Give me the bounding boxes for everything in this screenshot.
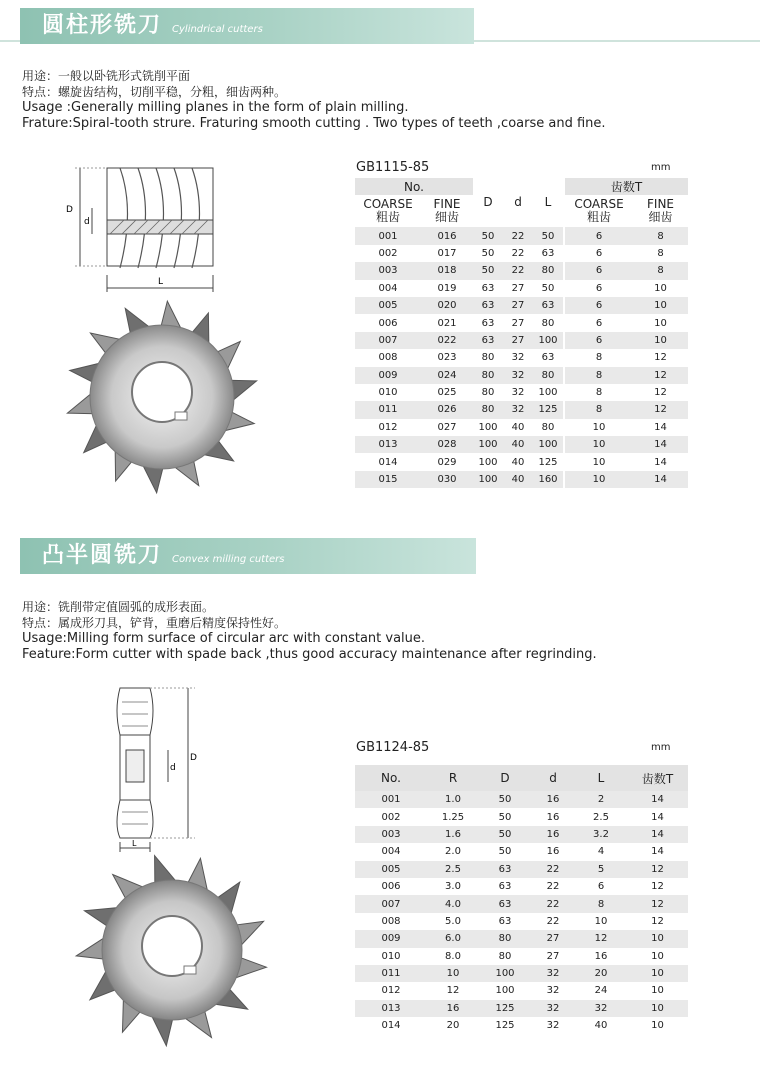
table-cell: 029 [421,453,473,470]
table-cell: 030 [421,471,473,488]
header-R: R [427,765,479,791]
header-teeth-fine: FINE 细齿 [647,197,674,225]
table-cell: 16 [575,948,627,965]
table-cell: 10 [627,948,688,965]
table-cell: 12 [627,861,688,878]
table-cell: 63 [473,280,503,297]
table-cell: 63 [533,349,563,366]
table-cell: 2 [575,791,627,808]
header-teeth: 齿数T [627,765,688,791]
header-no: No. [355,765,427,791]
section-title-zh: 圆柱形铣刀 [42,13,163,38]
table-row [355,843,688,860]
table-cell: 27 [503,280,533,297]
table-cell: 63 [473,314,503,331]
table-row [355,948,688,965]
table-cell: 12 [575,930,627,947]
table-cell: 100 [473,436,503,453]
table-cell: 003 [355,826,427,843]
table-cell: 80 [473,349,503,366]
table-cell: 12 [633,349,688,366]
table-cell: 40 [575,1017,627,1034]
table-cell: 2.5 [427,861,479,878]
table-row [355,227,688,244]
table-cell: 100 [533,436,563,453]
table-cell: 22 [503,245,533,262]
desc-line-en: Usage :Generally milling planes in the form of plain milling. [22,100,409,115]
table-cell: 015 [355,471,421,488]
table-cell: 16 [531,808,575,825]
table-cell: 80 [473,384,503,401]
table-row [355,245,688,262]
dim-label-d: d [84,217,90,227]
table-cell: 32 [503,349,533,366]
table-row [355,280,688,297]
table-cell: 50 [473,227,503,244]
table-cell: 27 [503,314,533,331]
table-cell: 22 [531,895,575,912]
table-cell: 22 [531,913,575,930]
table-cell: 22 [531,861,575,878]
table-row [355,367,688,384]
table-cell: 12 [633,367,688,384]
table-cell: 14 [627,808,688,825]
table-cell: 14 [627,826,688,843]
table-cell: 3.2 [575,826,627,843]
header-no: No. [355,178,473,195]
table-cell: 50 [473,245,503,262]
table-cell: 8 [633,227,688,244]
table-cell: 80 [533,262,563,279]
table-cell: 014 [355,453,421,470]
table-cell: 009 [355,367,421,384]
table-cell: 8 [633,262,688,279]
table-cell: 001 [355,227,421,244]
convex-cutter-photo [70,848,275,1053]
table-cell: 27 [531,930,575,947]
header-L: L [575,765,627,791]
table-cell: 10 [633,280,688,297]
table-cell: 63 [479,895,531,912]
table-cell: 100 [473,419,503,436]
table-cell: 63 [473,297,503,314]
table-row [355,1017,688,1034]
table-row [355,332,688,349]
table-cell: 10 [565,419,633,436]
table-row [355,791,688,808]
table-cell: 10 [627,1000,688,1017]
table-row [355,895,688,912]
table-cell: 026 [421,401,473,418]
table-cell: 028 [421,436,473,453]
table-cell: 125 [533,401,563,418]
table-cell: 008 [355,349,421,366]
table-cell: 80 [533,314,563,331]
table-cell: 100 [533,332,563,349]
table-cell: 10 [565,471,633,488]
table-row [355,913,688,930]
table-row [355,471,688,488]
table-cell: 80 [479,948,531,965]
table-row [355,965,688,982]
table-row [355,453,688,470]
table-cell: 22 [503,227,533,244]
table-cell: 8 [565,401,633,418]
table-cell: 12 [627,913,688,930]
header-d: d [531,765,575,791]
table-cell: 027 [421,419,473,436]
table-cell: 6 [565,227,633,244]
convex-cutter-drawing [100,680,220,855]
header-D: D [479,765,531,791]
table-cell: 008 [355,913,427,930]
table-cell: 100 [479,982,531,999]
table-cell: 100 [533,384,563,401]
table-cell: 002 [355,245,421,262]
table-cell: 020 [421,297,473,314]
dim-label-D: D [66,205,73,215]
table-row [355,826,688,843]
table-cell: 003 [355,262,421,279]
table-cell: 24 [575,982,627,999]
dim-label-d: d [170,763,176,773]
table-cell: 005 [355,861,427,878]
table-cell: 004 [355,280,421,297]
table-row [355,436,688,453]
table-cell: 50 [533,227,563,244]
table-cell: 6 [565,245,633,262]
dim-label-L: L [158,277,164,287]
table-cell: 006 [355,314,421,331]
table-cell: 10 [627,930,688,947]
unit-label: mm [651,742,671,753]
table-cell: 002 [355,808,427,825]
table-row [355,384,688,401]
table-cell: 10 [627,1017,688,1034]
table-cell: 1.6 [427,826,479,843]
table-cell: 6 [565,332,633,349]
header-L: L [544,195,552,210]
table-cell: 1.0 [427,791,479,808]
table-cell: 50 [533,280,563,297]
table-cell: 80 [473,401,503,418]
table-cell: 023 [421,349,473,366]
table-cell: 8 [575,895,627,912]
table-cell: 40 [503,436,533,453]
table-cell: 27 [503,297,533,314]
table-row [355,808,688,825]
table-cell: 3.0 [427,878,479,895]
table-row [355,930,688,947]
table-cell: 50 [473,262,503,279]
table-cell: 017 [421,245,473,262]
table-cell: 10 [627,965,688,982]
table-row [355,878,688,895]
table-cell: 012 [355,982,427,999]
table-cell: 14 [633,436,688,453]
table-cell: 12 [633,401,688,418]
table-cell: 32 [503,401,533,418]
table-cell: 001 [355,791,427,808]
table-cell: 011 [355,401,421,418]
desc-line: 特点：螺旋齿结构，切削平稳，分粗，细齿两种。 [22,85,287,99]
section-description [22,599,597,663]
table-cell: 021 [421,314,473,331]
table-row [355,401,688,418]
table-cell: 50 [479,826,531,843]
table-cell: 22 [531,878,575,895]
table-cell: 14 [633,419,688,436]
section-description [22,68,606,132]
unit-label: mm [651,162,671,173]
table-cell: 14 [627,791,688,808]
table-cell: 6.0 [427,930,479,947]
header-D: D [483,195,493,210]
table-cell: 6 [565,297,633,314]
table-cell: 40 [503,419,533,436]
table-row [355,297,688,314]
dim-label-D: D [190,753,197,763]
table-cell: 1.25 [427,808,479,825]
table-row [355,262,688,279]
table-cell: 16 [531,826,575,843]
table-cell: 10 [633,332,688,349]
table-cell: 32 [575,1000,627,1017]
desc-line-en: Frature:Spiral-tooth strure. Fraturing smooth cutting . Two types of teeth ,coarse and fine. [22,116,606,131]
table-cell: 12 [627,895,688,912]
table-row [355,419,688,436]
desc-line-en: Feature:Form cutter with spade back ,thus good accuracy maintenance after regrinding. [22,647,597,662]
table-row [355,1000,688,1017]
table-cell: 100 [479,965,531,982]
cylindrical-cutter-drawing [60,150,240,300]
section-title-en: Cylindrical cutters [172,24,263,35]
table-cell: 8 [565,367,633,384]
table-cell: 011 [355,965,427,982]
section-title-zh: 凸半圆铣刀 [42,543,163,568]
table-cell: 50 [479,791,531,808]
table-row [355,861,688,878]
desc-line: 用途：一般以卧铣形式铣削平面 [22,69,191,83]
table-cell: 160 [533,471,563,488]
table-cell: 32 [503,384,533,401]
table-cell: 63 [479,861,531,878]
table-cell: 63 [473,332,503,349]
table-cell: 016 [421,227,473,244]
table-cell: 12 [427,982,479,999]
table-cell: 50 [479,808,531,825]
table-cell: 10 [575,913,627,930]
table-cell: 100 [473,453,503,470]
table-cell: 14 [633,453,688,470]
cylindrical-cutter-photo [62,292,262,502]
table-cell: 8.0 [427,948,479,965]
table-cell: 125 [479,1017,531,1034]
table-cell: 14 [633,471,688,488]
desc-line-en: Usage:Milling form surface of circular arc with constant value. [22,631,426,646]
table-cell: 6 [575,878,627,895]
table-cell: 2.0 [427,843,479,860]
table-cell: 80 [533,367,563,384]
section-banner-convex [20,538,476,574]
standard-code: GB1124-85 [356,740,430,755]
table-cell: 14 [627,843,688,860]
table-cell: 22 [503,262,533,279]
table-cell: 4 [575,843,627,860]
table-cell: 014 [355,1017,427,1034]
header-coarse: COARSE 粗齿 [363,197,413,225]
table-cell: 005 [355,297,421,314]
table-cell: 5 [575,861,627,878]
table-cell: 125 [479,1000,531,1017]
desc-line: 用途：铣削带定值圆弧的成形表面。 [22,600,215,614]
table-cell: 63 [533,297,563,314]
table-cell: 80 [533,419,563,436]
table-cell: 12 [633,384,688,401]
table-cell: 018 [421,262,473,279]
table-cell: 10 [565,453,633,470]
table-cell: 024 [421,367,473,384]
table-cell: 80 [479,930,531,947]
table-cell: 5.0 [427,913,479,930]
header-d: d [514,195,522,210]
section-title-en: Convex milling cutters [172,554,285,565]
table-row [355,349,688,366]
table-cell: 80 [473,367,503,384]
table-cell: 32 [531,1000,575,1017]
convex-spec-table [355,765,688,1034]
table-cell: 27 [503,332,533,349]
table-cell: 8 [565,349,633,366]
table-cell: 007 [355,332,421,349]
table-cell: 20 [575,965,627,982]
table-cell: 009 [355,930,427,947]
table-cell: 019 [421,280,473,297]
table-row [355,314,688,331]
table-cell: 8 [633,245,688,262]
table-cell: 10 [627,982,688,999]
table-cell: 007 [355,895,427,912]
table-cell: 022 [421,332,473,349]
table-cell: 63 [479,878,531,895]
table-cell: 013 [355,1000,427,1017]
table-cell: 32 [531,1017,575,1034]
table-cell: 50 [479,843,531,860]
cylindrical-spec-table [355,178,688,488]
table-cell: 012 [355,419,421,436]
table-cell: 16 [531,843,575,860]
table-cell: 010 [355,384,421,401]
table-cell: 004 [355,843,427,860]
dim-label-L: L [132,839,137,848]
header-teeth-coarse: COARSE 粗齿 [574,197,624,225]
header-fine: FINE 细齿 [433,197,461,225]
table-cell: 32 [531,982,575,999]
table-cell: 6 [565,314,633,331]
table-cell: 16 [531,791,575,808]
table-cell: 025 [421,384,473,401]
table-cell: 40 [503,471,533,488]
table-cell: 16 [427,1000,479,1017]
table-cell: 013 [355,436,421,453]
table-cell: 40 [503,453,533,470]
table-cell: 10 [633,314,688,331]
standard-code: GB1115-85 [356,160,430,175]
table-cell: 10 [427,965,479,982]
table-cell: 63 [533,245,563,262]
table-cell: 6 [565,262,633,279]
header-teeth: 齿数T [565,178,688,195]
table-cell: 2.5 [575,808,627,825]
table-cell: 32 [503,367,533,384]
desc-line: 特点：属成形刀具，铲背，重磨后精度保持性好。 [22,616,287,630]
table-cell: 6 [565,280,633,297]
table-cell: 010 [355,948,427,965]
table-cell: 10 [565,436,633,453]
table-cell: 125 [533,453,563,470]
table-cell: 63 [479,913,531,930]
table-cell: 27 [531,948,575,965]
section-banner-cylindrical [20,8,474,44]
table-cell: 100 [473,471,503,488]
table-cell: 20 [427,1017,479,1034]
table-cell: 12 [627,878,688,895]
table-row [355,982,688,999]
table-cell: 8 [565,384,633,401]
table-cell: 32 [531,965,575,982]
table-cell: 006 [355,878,427,895]
table-cell: 4.0 [427,895,479,912]
table-cell: 10 [633,297,688,314]
